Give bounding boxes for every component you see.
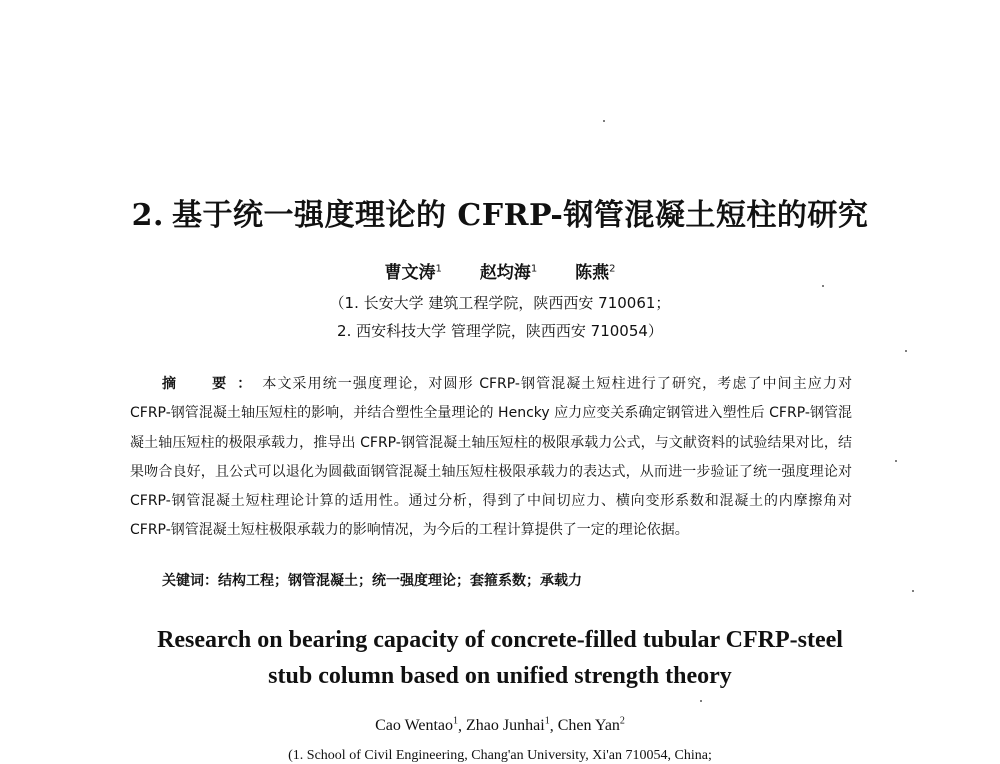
scan-speck — [912, 590, 914, 592]
author-en-3: Chen Yan$^2$ — [557, 716, 625, 735]
chinese-affiliation-1: （1. 长安大学 建筑工程学院，陕西西安 710061； — [329, 294, 671, 312]
chinese-authors — [0, 258, 1000, 283]
scan-speck — [822, 285, 824, 287]
author-cn-3: 陈燕$^2$ — [575, 263, 616, 283]
author-en-2: Zhao Junhai$^1$ — [466, 716, 550, 735]
scan-speck — [895, 460, 897, 462]
english-affiliation: (1. School of Civil Engineering, Chang'an University, Xi'an 710054, China; — [288, 748, 712, 763]
english-title-line-1: Research on bearing capacity of concrete-filled tubular CFRP-steel — [157, 627, 843, 653]
author-cn-1: 曹文涛$^1$ — [384, 263, 442, 283]
chinese-title — [0, 190, 1000, 234]
english-title — [0, 622, 1000, 694]
english-authors: Cao Wentao$^1$, Zhao Junhai$^1$, Chen Yan$^2$ — [375, 716, 625, 735]
scan-speck — [603, 120, 605, 122]
chinese-keywords: 关键词：结构工程；钢管混凝土；统一强度理论；套箍系数；承载力 — [162, 573, 582, 589]
section-number: 2. — [131, 198, 164, 233]
english-title-line-2: stub column based on unified strength theory — [268, 663, 732, 689]
abstract-label: 摘 要： — [162, 376, 263, 392]
chinese-affiliation-2: 2. 西安科技大学 管理学院，陕西西安 710054） — [337, 322, 663, 340]
scan-speck — [905, 350, 907, 352]
chinese-abstract — [130, 370, 852, 546]
author-cn-2: 赵均海$^1$ — [479, 263, 538, 283]
abstract-text: 本文采用统一强度理论，对圆形 CFRP-钢管混凝土短柱进行了研究，考虑了中间主应力对 CFRP-钢管混凝土轴压短柱的影响，并结合塑性全量理论的 Hencky 应力应变关系确定钢管进入塑性后 CFRP-钢管混凝土轴压短柱的极限承载力，推导出 CFRP-钢管混凝土轴压短柱的极限承载力公式，与文献资料的试验结果对比，结果吻合良好，且公式可以退化为圆截面钢管混凝土轴压短柱极限承载力的表达式，从而进一步验证了统一强度理论对 CFRP-钢管混凝土短柱理论计算的适用性。通过分析，得到了中间切应力、横向变形系数和混凝土的内摩擦角对 CFRP-钢管混凝土短柱极限承载力的影响情况，为今后的工程计算提供了一定的理论依据。 — [130, 376, 852, 539]
scan-speck — [700, 700, 702, 702]
author-en-1: Cao Wentao$^1$ — [375, 716, 459, 735]
chinese-title-text: 基于统一强度理论的 CFRP-钢管混凝土短柱的研究 — [171, 198, 869, 233]
